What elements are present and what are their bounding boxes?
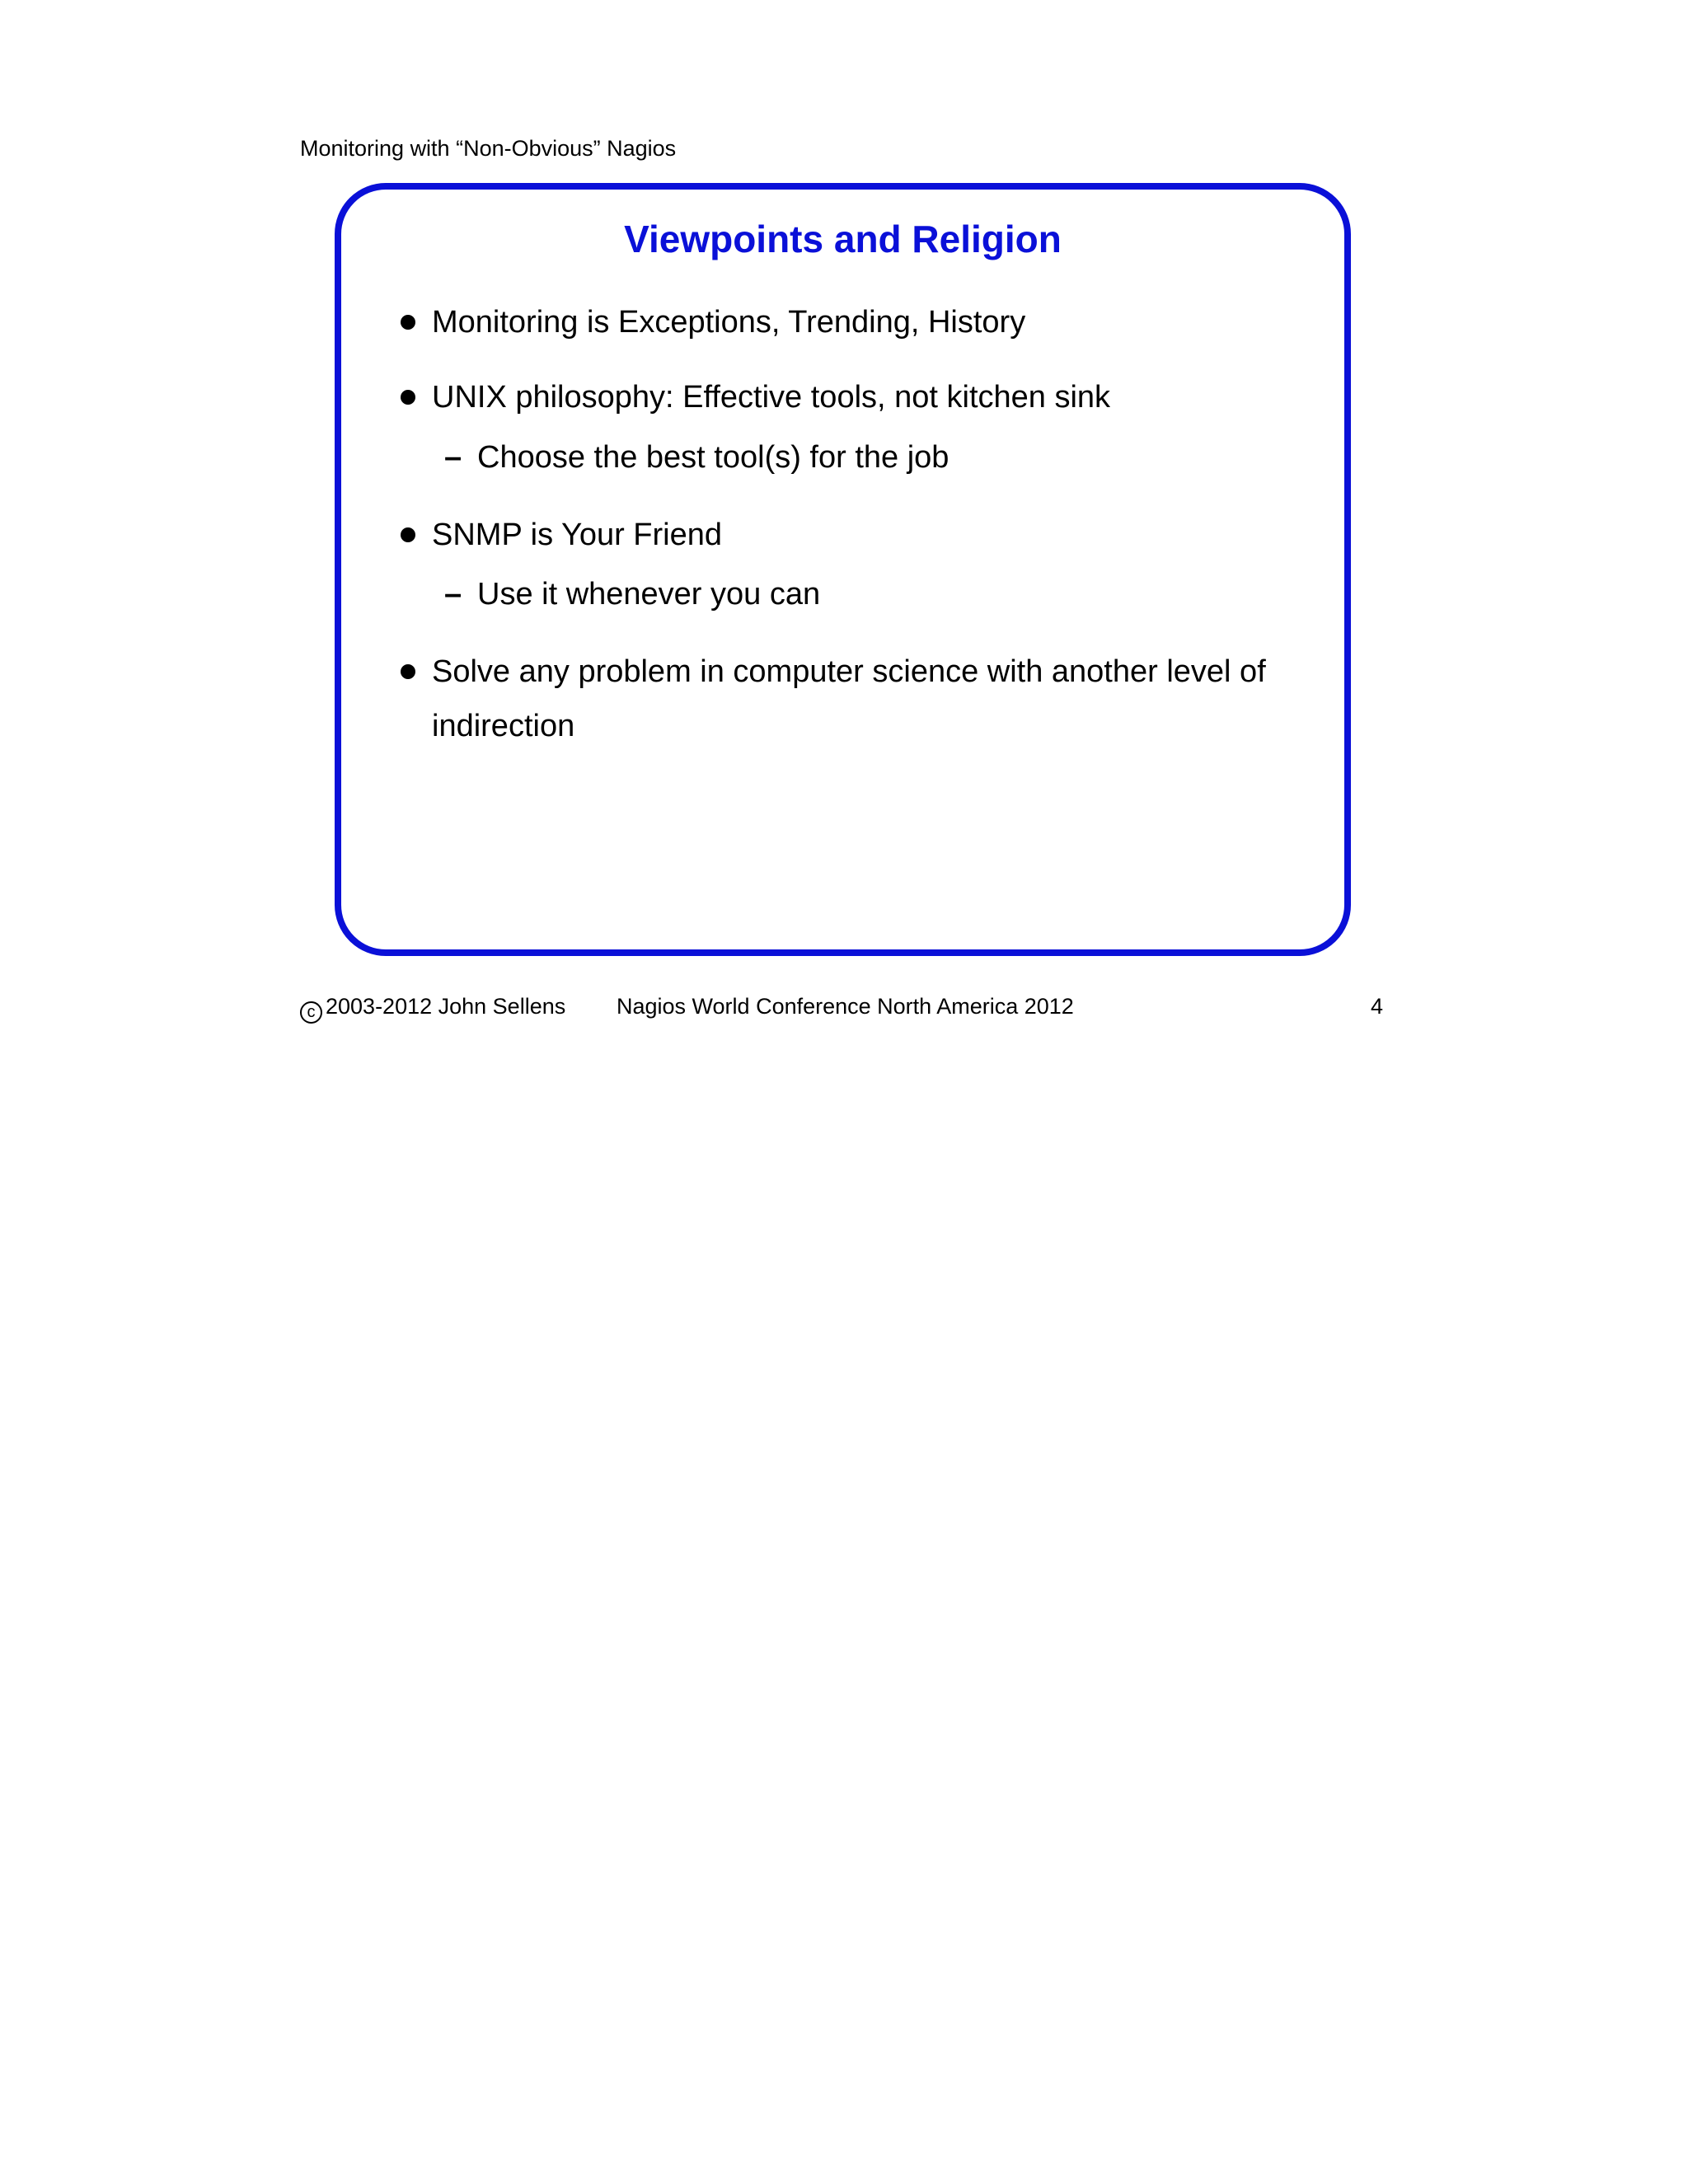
bullet-marker <box>401 664 415 679</box>
bullet-text: Solve any problem in computer science with another level of indirection <box>432 654 1266 743</box>
slide-title: Viewpoints and Religion <box>624 218 1062 260</box>
bullet-item <box>401 644 1324 753</box>
sub-bullet-text: Use it whenever you can <box>477 577 821 612</box>
footer-copyright <box>300 991 565 1024</box>
footer-conference: Nagios World Conference North America 2012 <box>617 994 1074 1019</box>
bullet-marker <box>401 315 415 330</box>
bullet-text: UNIX philosophy: Effective tools, not kitchen sink <box>432 380 1111 415</box>
sub-bullet-item <box>444 575 820 613</box>
sub-bullet-marker: – <box>444 577 462 612</box>
copyright-icon: c <box>300 1001 322 1024</box>
sub-bullet-item <box>444 438 949 476</box>
bullet-text: SNMP is Your Friend <box>432 518 723 552</box>
bullet-text: Monitoring is Exceptions, Trending, History <box>432 305 1026 340</box>
running-header: Monitoring with “Non-Obvious” Nagios <box>300 136 677 161</box>
page-number: 4 <box>1371 994 1384 1019</box>
slide-frame <box>335 183 1351 956</box>
bullet-item <box>401 508 1324 562</box>
bullet-marker <box>401 390 415 405</box>
sub-bullet-text: Choose the best tool(s) for the job <box>477 440 950 475</box>
bullet-item <box>401 370 1324 424</box>
bullet-item <box>401 295 1324 349</box>
sub-bullet-marker: – <box>444 440 462 475</box>
copyright-text: 2003-2012 John Sellens <box>326 994 566 1019</box>
bullet-marker <box>401 527 415 542</box>
